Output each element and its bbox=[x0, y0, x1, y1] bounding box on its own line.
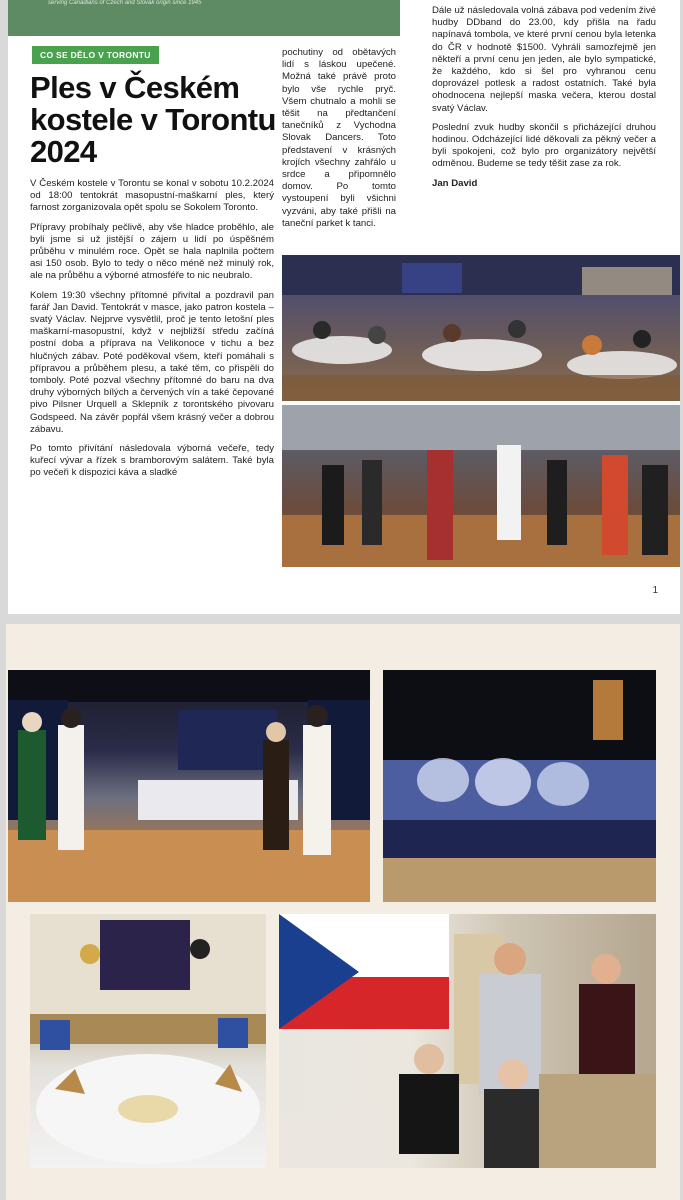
article-column-3 bbox=[432, 5, 656, 190]
paragraph: pochutiny od obětavých lidí s láskou upečené. Možná také právě proto bylo vše rychle pryč. Všem chutnalo a mohli se těšit na předtančení tanečníků z Vychodna Slovak Dancers. Toto představení v krásných krojích všechny zahřálo u srdce a připomnělo domov. Po tomto vystoupení byli všichni vyzváni, aby také přišli na taneční parket k tanci. bbox=[282, 47, 396, 229]
paragraph: V Českém kostele v Torontu se konal v sobotu 10.2.2024 od 18:00 tentokrát masopustní-maškarní ples, který farnost zorganizovala opět spolu se Sokolem Toronto. bbox=[30, 178, 274, 214]
photo-masked-guests bbox=[279, 914, 656, 1168]
article-title: Ples v Českém kostele v Torontu 2024 bbox=[30, 70, 276, 169]
folk-dancers-illustration bbox=[8, 670, 370, 902]
tombola-baskets-illustration bbox=[383, 670, 656, 902]
dance-floor-illustration bbox=[282, 405, 680, 567]
photo-tombola-baskets bbox=[383, 670, 656, 902]
photo-hall-tables bbox=[282, 255, 680, 401]
photo-page-2 bbox=[6, 624, 680, 1200]
photo-dance-floor bbox=[282, 405, 680, 567]
banner-text: serving Canadians of Czech and Slovak origin since 1945 bbox=[48, 0, 202, 6]
header-banner bbox=[8, 0, 400, 36]
photo-table-setting bbox=[30, 914, 266, 1168]
article-author: Jan David bbox=[432, 177, 478, 189]
photo-folk-dancers bbox=[8, 670, 370, 902]
page-number: 1 bbox=[652, 585, 658, 596]
article-column-1 bbox=[30, 178, 274, 487]
article-page-1 bbox=[8, 0, 680, 614]
paragraph: Po tomto přivítání následovala výborná večeře, tedy kuřecí vývar a řízek s bramborovým salátem. Také byla po večeři k dispozici káva a sladké bbox=[30, 443, 274, 479]
paragraph: Přípravy probíhaly pečlivě, aby vše hladce proběhlo, ale byli jsme si už jistější o zájem u lidí po úspěšném průběhu v minulém roce. Opět se hala naplnila počtem asi 150 osob. Bylo to tedy o něco méně než minulý rok, ale na průběhu a výborné atmosféře to nic neubralo. bbox=[30, 221, 274, 282]
paragraph: Poslední zvuk hudby skončil s přicházející druhou hodinou. Odcházející lidé děkovali za pěkný večer a byli spokojeni, což bylo pro organizátory největší odměnou. Budeme se tedy těšit zase za rok. bbox=[432, 121, 656, 170]
hall-tables-illustration bbox=[282, 255, 680, 401]
section-tag: CO SE DĚLO V TORONTU bbox=[32, 46, 159, 64]
paragraph: Kolem 19:30 všechny přítomné přivítal a pozdravil pan farář Jan David. Tentokrát v masce, jako patron kostela – svatý Václav. Nejprve vysvětlil, proč je tento letošní ples maškarní-masopustní, když v nejbližší středu začíná postní doba a příprava na Velikonoce v tichu a bez hlučných zábav. Poté poděkoval všem, kteří pomáhali s přípravou a průběhem plesu, a také těm, co přispěli do tomboly. Poté pozval všechny přítomné do baru na dva druhy výborných bílých a červených vín a také čepované pivo Pilsner Urquell a Sklepník z torontského pivovaru Godspeed. Na závěr popřál všem krásný večer a dobrou zábavu. bbox=[30, 289, 274, 435]
paragraph: Dále už následovala volná zábava pod vedením živé hudby DDband do 23.00, kdy přišla na řadu napínavá tombola, ve které první cenou byla letenka do ČR v hodnotě $1500. Vyhráli samozřejmě jen někteří a první cenu jen jeden, ale bylo sympatické, že každého, kdo si šel pro vyhranou cenu doprovázel potlesk a radost ostatních. Také byla ohodnocena nejlepší maska večera, kterou dostal svatý Václav. bbox=[432, 5, 656, 114]
masked-guests-illustration bbox=[279, 914, 656, 1168]
article-column-2 bbox=[282, 47, 396, 237]
table-setting-illustration bbox=[30, 914, 266, 1168]
